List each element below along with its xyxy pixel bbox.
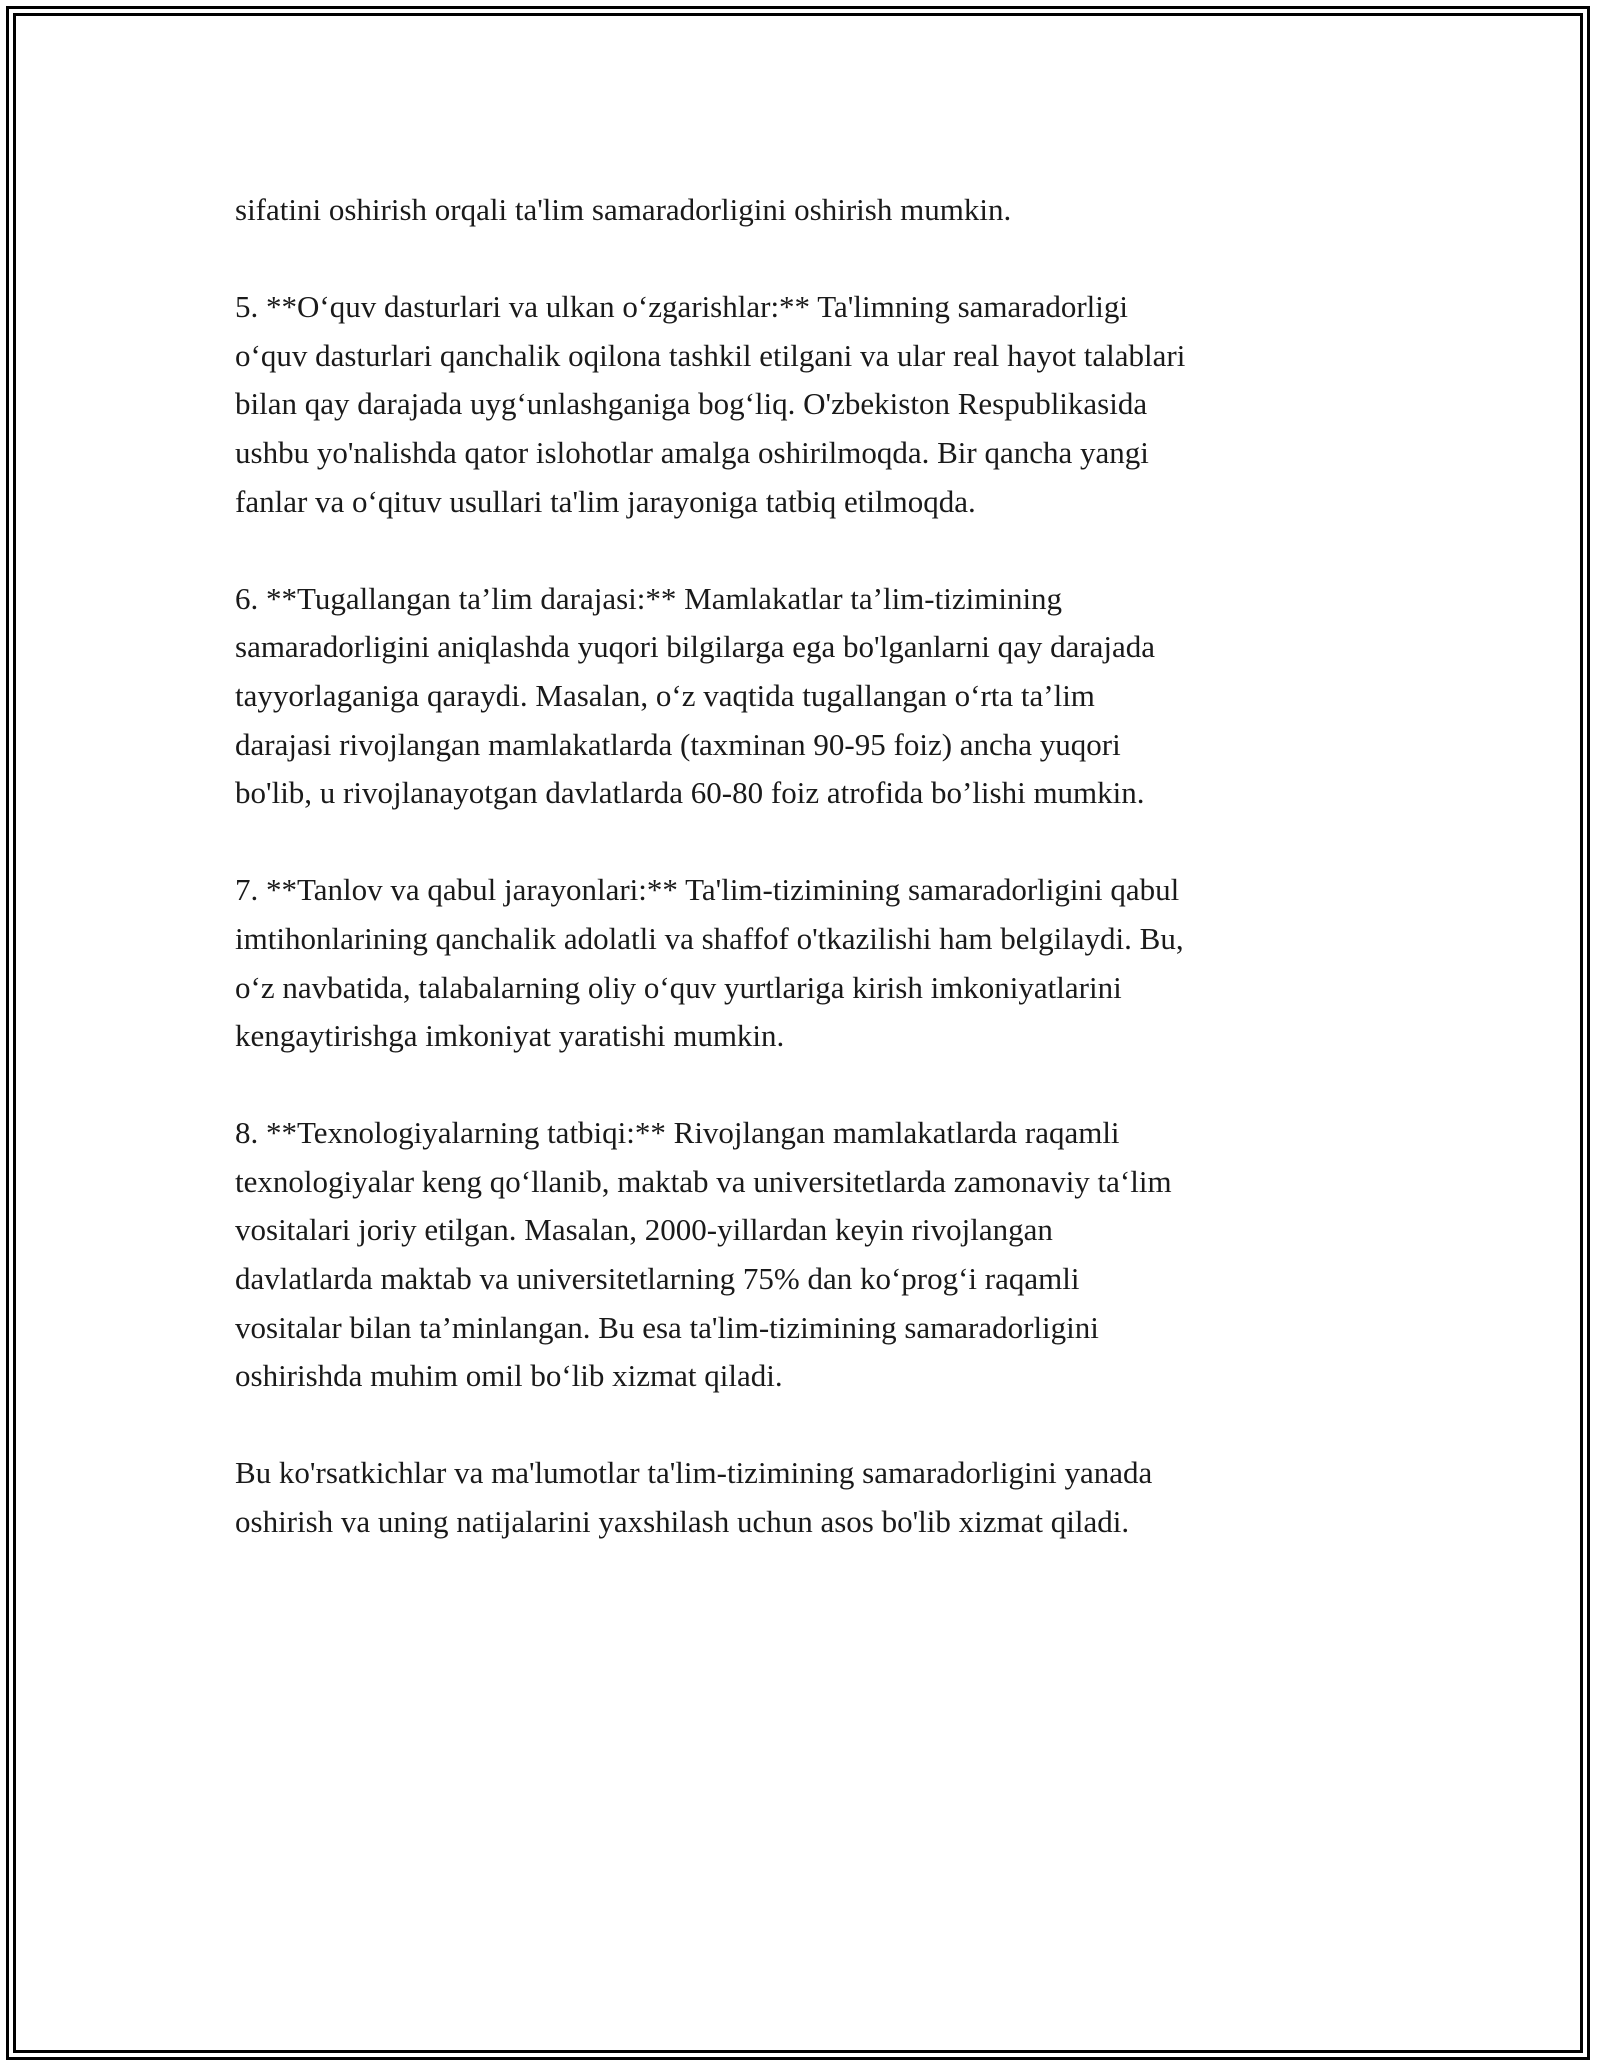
paragraph-item-5: 5. **O‘quv dasturlari va ulkan o‘zgarishlar:** Ta'limning samaradorligi o‘quv dasturlari qanchalik oqilona tashkil etilgani va ular real hayot talablari bilan qay darajada uyg‘unlashganiga bog‘liq. O'zbekiston Respublikasida ushbu yo'nalishda qator islohotlar amalga oshirilmoqda. Bir qancha yangi fanlar va o‘qituv usullari ta'lim jarayoniga tatbiq etilmoqda. — [235, 289, 1186, 519]
document-body — [235, 186, 1375, 1547]
paragraph-continuation: sifatini oshirish orqali ta'lim samaradorligini oshirish mumkin. — [235, 192, 1012, 227]
paragraph-item-8: 8. **Texnologiyalarning tatbiqi:** Rivojlangan mamlakatlarda raqamli texnologiyalar keng qo‘llanib, maktab va universitetlarda zamonaviy ta‘lim vositalari joriy etilgan. Masalan, 2000-yillardan keyin rivojlangan davlatlarda maktab va universitetlarning 75% dan ko‘prog‘i raqamli vositalar bilan ta’minlangan. Bu esa ta'lim-tizimining samaradorligini oshirishda muhim omil bo‘lib xizmat qiladi. — [235, 1115, 1172, 1394]
paragraph-item-7: 7. **Tanlov va qabul jarayonlari:** Ta'lim-tizimining samaradorligini qabul imtihonlarining qanchalik adolatli va shaffof o'tkazilishi ham belgilaydi. Bu, o‘z navbatida, talabalarning oliy o‘quv yurtlariga kirish imkoniyatlarini kengaytirishga imkoniyat yaratishi mumkin. — [235, 872, 1184, 1054]
paragraph-conclusion: Bu ko'rsatkichlar va ma'lumotlar ta'lim-tizimining samaradorligini yanada oshirish va uning natijalarini yaxshilash uchun asos bo'lib xizmat qiladi. — [235, 1455, 1153, 1540]
paragraph-item-6: 6. **Tugallangan ta’lim darajasi:** Mamlakatlar ta’lim-tizimining samaradorligini aniqlashda yuqori bilgilarga ega bo'lganlarni qay darajada tayyorlaganiga qaraydi. Masalan, o‘z vaqtida tugallangan o‘rta ta’lim darajasi rivojlangan mamlakatlarda (taxminan 90-95 foiz) ancha yuqori bo'lib, u rivojlanayotgan davlatlarda 60-80 foiz atrofida bo’lishi mumkin. — [235, 580, 1156, 811]
